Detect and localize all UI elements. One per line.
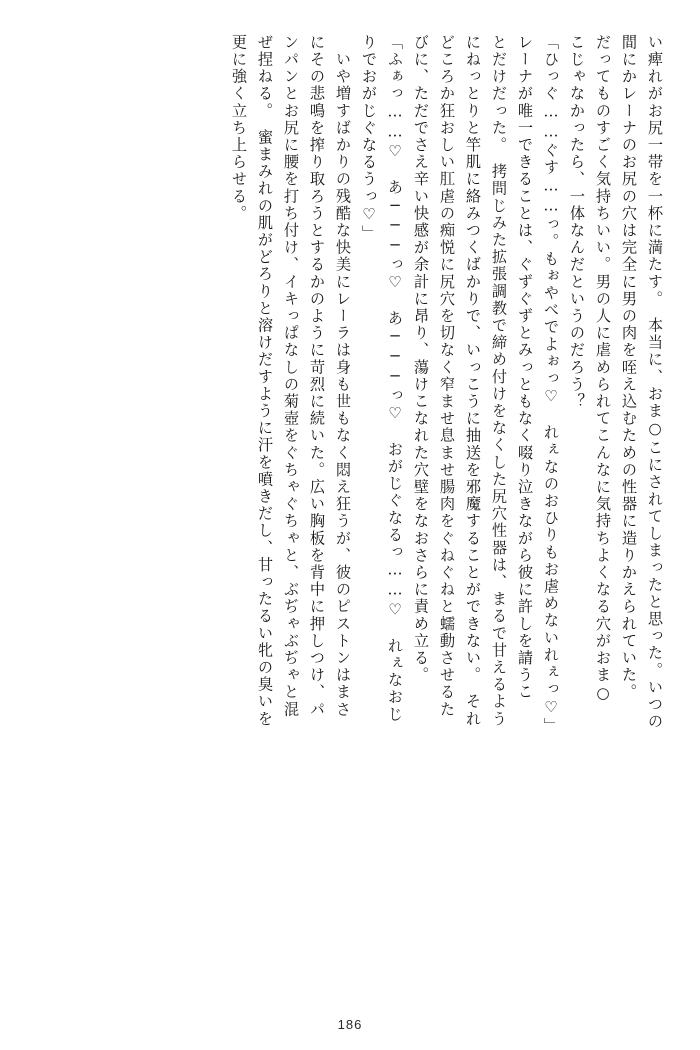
text-column: だってものすごく気持ちいい。男の人に虐められてこんなに気持ちよくなる穴がおま○	[594, 34, 612, 704]
text-column: にねっとりと竿肌に絡みつくばかりで、いっこうに抽送を邪魔することができない。 それ	[464, 34, 482, 728]
text-column: りでおがじぐなるうっ♡」	[360, 34, 378, 242]
text-column: い痺れがお尻一帯を一杯に満たす。 本当に、おま○こにされてしまったと思った。いつの	[646, 34, 664, 731]
text-column: 更に強く立ち上らせる。	[230, 34, 248, 223]
text-column: 間にかレーナのお尻の穴は完全に男の肉を咥え込むための性器に造りかえられていた。	[620, 34, 638, 701]
text-column: レーナが唯一できることは、ぐずぐずとみっともなく啜り泣きながら彼に許しを請うこ	[516, 34, 534, 701]
text-column: ぜ捏ねる。 蜜まみれの肌がどろりと溶けだすように汗を噴きだし、甘ったるい牝の臭いを	[256, 34, 274, 728]
text-column: とだけだった。 拷問じみた拡張調教で締め付けをなくした尻穴性器は、まるで甘えるよう	[490, 34, 508, 728]
text-column: ンパンとお尻に腰を打ち付け、イキっぱなしの菊壺をぐちゃぐちゃと、ぶぢゃぶぢゃと混	[282, 34, 300, 718]
text-column: いや増すばかりの残酷な快美にレーラは身も世もなく悶え狂うが、彼のピストンはまさ	[334, 34, 352, 718]
text-column: 「ふぁっ……♡ あ───っ♡ あ───っ♡ おがじぐなるっ……♡ れぇなおじ	[386, 34, 404, 723]
page-number: 186	[337, 1017, 363, 1032]
text-column: びに、ただでさえ辛い快感が余計に昂り、蕩けこなれた穴壁をなおさらに責め立る。	[412, 34, 430, 684]
text-column: どころか狂おしい肛虐の痴悦に尻穴を切なく窄ませ息ませ腸肉をぐねぐねと蠕動させるた	[438, 34, 456, 718]
text-column: こじゃなかったら、一体なんだというのだろう？	[568, 34, 586, 411]
text-column: にその悲鳴を搾り取ろうとするかのように苛烈に続いた。広い胸板を背中に押しつけ、パ	[308, 34, 326, 718]
text-column: 「ひっぐ……ぐす……っ。もぉやべでよぉっ♡ れぇなのおひりもお虐めないれぇっ♡」	[542, 34, 560, 735]
vertical-text-body	[38, 34, 662, 984]
